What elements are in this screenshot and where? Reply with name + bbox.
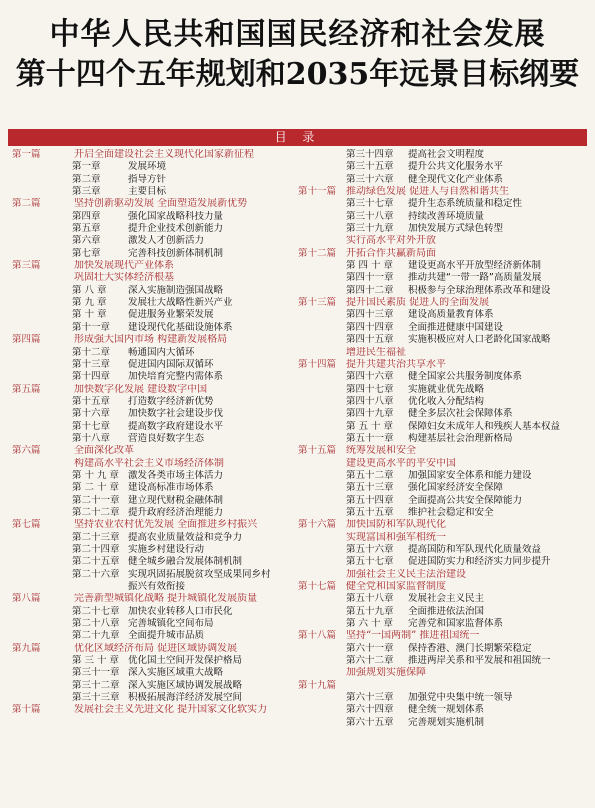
part-number: 第一篇: [12, 149, 41, 160]
toc-chapter-entry: [298, 161, 580, 173]
chapter-title: 加强国家安全体系和能力建设: [408, 469, 532, 481]
part-number: 第十八篇: [298, 630, 337, 642]
chapter-title: 指导方针: [128, 173, 167, 185]
chapter-title: 深入实施制造强国战略: [128, 284, 224, 296]
toc-chapter-entry: [12, 421, 294, 433]
toc-chapter-entry: [12, 569, 294, 581]
chapter-number: 第四十二章: [346, 284, 394, 296]
chapter-number: 第五十二章: [346, 469, 394, 481]
chapter-number: 第十一章: [72, 321, 111, 333]
chapter-number: 第三十一章: [72, 667, 120, 679]
chapter-title: 健全现代文化产业体系: [408, 173, 504, 185]
chapter-number: 第十四章: [72, 371, 111, 383]
part-number: 第三篇: [12, 260, 41, 272]
chapter-title: 完善科技创新体制机制: [128, 247, 224, 259]
chapter-number: 第 十 九 章: [72, 469, 120, 481]
chapter-title: 发展壮大战略性新兴产业: [128, 297, 233, 309]
toc-part-entry: [12, 198, 294, 210]
toc-chapter-entry: [298, 396, 580, 408]
part-title: 提升国民素质 促进人的全面发展: [346, 297, 490, 309]
chapter-number: 第二十四章: [72, 544, 120, 555]
chapter-number: 第四十五章: [346, 334, 394, 346]
chapter-number: 第五十八章: [346, 593, 394, 605]
chapter-number: 第 六 十 章: [346, 618, 394, 630]
part-number: 第六篇: [12, 445, 41, 457]
chapter-number: 第五十六章: [346, 544, 394, 555]
toc-chapter-entry: [12, 297, 294, 309]
chapter-number: 第十五章: [72, 395, 111, 407]
toc-part-entry: [298, 458, 580, 470]
toc-part-entry: [298, 581, 580, 593]
toc-part-entry: [12, 334, 294, 346]
chapter-title: 提升公共文化服务水平: [408, 161, 504, 173]
chapter-number: 第五十七章: [346, 556, 394, 568]
chapter-number: 第三十三章: [72, 692, 120, 704]
toc-chapter-entry: [298, 606, 580, 618]
chapter-number: 第三十七章: [346, 198, 394, 210]
chapter-title: 实施乡村建设行动: [128, 544, 205, 555]
toc-part-entry: [12, 384, 294, 396]
chapter-title: 加快培育完整内需体系: [128, 371, 224, 383]
chapter-number: 第 十 章: [72, 309, 107, 321]
toc-chapter-entry: [12, 285, 294, 297]
chapter-number: 第 四 十 章: [346, 260, 394, 272]
toc-chapter-entry: [12, 581, 294, 593]
chapter-number: 第四十六章: [346, 371, 394, 383]
chapter-title: 加强党中央集中统一领导: [408, 692, 513, 704]
chapter-title: 强化国家战略科技力量: [128, 210, 224, 222]
chapter-title: 建立现代财税金融体制: [128, 494, 224, 506]
chapter-title: 健全城乡融合发展体制机制: [128, 556, 243, 568]
toc-part-entry: [12, 149, 294, 161]
toc-chapter-entry: [298, 556, 580, 568]
toc-chapter-entry: [12, 186, 294, 198]
chapter-number: 第二章: [72, 173, 101, 185]
chapter-title: 提升企业技术创新能力: [128, 223, 224, 235]
toc-chapter-entry: [12, 248, 294, 260]
chapter-title: 维护社会稳定和安全: [408, 506, 494, 518]
toc-chapter-entry: [298, 433, 580, 445]
chapter-title: 推进两岸关系和平发展和祖国统一: [408, 655, 551, 667]
toc-part-entry: [12, 260, 294, 272]
part-title: 巩固壮大实体经济根基: [74, 272, 174, 284]
chapter-title: 强化国家经济安全保障: [408, 482, 504, 494]
chapter-number: 第六十四章: [346, 704, 394, 716]
chapter-number: 第五十九章: [346, 605, 394, 617]
chapter-title: 激发人才创新活力: [128, 235, 205, 247]
part-number: 第十九篇: [298, 679, 337, 691]
part-number: 第九篇: [12, 642, 41, 654]
part-title: 实行高水平对外开放: [346, 235, 436, 247]
chapter-title: 完善规划实施机制: [408, 716, 485, 728]
chapter-number: 第三十四章: [346, 149, 394, 160]
toc-banner: 目 录: [8, 129, 587, 146]
toc-chapter-entry: [12, 470, 294, 482]
part-title: 加快国防和军队现代化: [346, 519, 446, 531]
chapter-number: 第四十四章: [346, 321, 394, 333]
chapter-title: 健全国家公共服务制度体系: [408, 371, 523, 383]
chapter-title: 完善城镇化空间布局: [128, 618, 214, 630]
chapter-number: 第五十三章: [346, 482, 394, 494]
chapter-number: 第 八 章: [72, 284, 107, 296]
toc-chapter-entry: [298, 470, 580, 482]
chapter-title: 全面推进依法治国: [408, 605, 485, 617]
part-number: 第十二篇: [298, 247, 337, 259]
chapter-number: 第 三 十 章: [72, 655, 120, 667]
part-number: 第二篇: [12, 198, 41, 210]
toc-part-entry: [298, 347, 580, 359]
chapter-title: 积极参与全球治理体系改革和建设: [408, 284, 551, 296]
chapter-title: 打造数字经济新优势: [128, 395, 214, 407]
chapter-title: 实施就业优先战略: [408, 383, 485, 395]
toc-right-column: [298, 149, 580, 729]
toc-part-entry: [298, 680, 580, 692]
chapter-title: 主要目标: [128, 186, 167, 198]
chapter-number: 第 九 章: [72, 297, 107, 309]
part-number: 第七篇: [12, 519, 41, 531]
chapter-number: 第十二章: [72, 346, 111, 358]
chapter-number: 第 五 十 章: [346, 420, 394, 432]
chapter-title: 推动共建“一带一路”高质量发展: [408, 272, 542, 284]
toc-chapter-entry: [12, 606, 294, 618]
part-number: 第十三篇: [298, 297, 337, 309]
chapter-number: 第三十六章: [346, 173, 394, 185]
chapter-title: 全面提升城市品质: [128, 630, 205, 642]
toc-chapter-entry: [12, 359, 294, 371]
toc-part-entry: [12, 519, 294, 531]
chapter-title: 保障妇女未成年人和残疾人基本权益: [408, 420, 561, 432]
toc-chapter-entry: [298, 322, 580, 334]
toc-chapter-entry: [298, 309, 580, 321]
chapter-title: 提高国防和军队现代化质量效益: [408, 544, 542, 555]
part-title: 实现富国和强军相统一: [346, 531, 446, 543]
chapter-number: 第二十五章: [72, 556, 120, 568]
toc-chapter-entry: [298, 371, 580, 383]
toc-chapter-entry: [298, 593, 580, 605]
toc-chapter-entry: [12, 174, 294, 186]
toc-part-entry: [298, 519, 580, 531]
chapter-title: 提高农业质量效益和竞争力: [128, 531, 243, 543]
toc-chapter-entry: [298, 408, 580, 420]
toc-chapter-entry: [298, 223, 580, 235]
toc-part-entry: [298, 297, 580, 309]
toc-chapter-entry: [298, 643, 580, 655]
toc-chapter-entry: [12, 396, 294, 408]
toc-chapter-entry: [12, 371, 294, 383]
chapter-title: 发展环境: [128, 161, 167, 173]
toc-chapter-entry: [12, 322, 294, 334]
chapter-title: 优化收入分配结构: [408, 395, 485, 407]
part-title: 加快发展现代产业体系: [74, 260, 174, 272]
chapter-number: 第四十七章: [346, 383, 394, 395]
part-title: 加强规划实施保障: [346, 667, 426, 679]
chapter-number: 第二十三章: [72, 531, 120, 543]
part-title: 健全党和国家监督制度: [346, 581, 446, 593]
toc-part-entry: [298, 569, 580, 581]
chapter-title: 畅通国内大循环: [128, 346, 195, 358]
toc-chapter-entry: [12, 655, 294, 667]
toc-chapter-entry: [12, 223, 294, 235]
chapter-number: 第四十九章: [346, 408, 394, 420]
chapter-title: 提高数字政府建设水平: [128, 420, 224, 432]
chapter-title: 建设现代化基础设施体系: [128, 321, 233, 333]
toc-part-entry: [298, 630, 580, 642]
toc-part-entry: [298, 445, 580, 457]
chapter-number: 第二十一章: [72, 494, 120, 506]
part-title: 提升共建共治共享水平: [346, 358, 446, 370]
toc-chapter-entry: [12, 408, 294, 420]
toc-part-entry: [12, 593, 294, 605]
chapter-title: 加快农业转移人口市民化: [128, 605, 233, 617]
chapter-number: 第六十一章: [346, 642, 394, 654]
toc-part-entry: [298, 235, 580, 247]
chapter-title: 深入实施区域重大战略: [128, 667, 224, 679]
toc-part-entry: [298, 248, 580, 260]
part-number: 第五篇: [12, 383, 41, 395]
part-number: 第四篇: [12, 334, 41, 346]
chapter-title: 完善党和国家监督体系: [408, 618, 504, 630]
toc-part-entry: [12, 458, 294, 470]
chapter-title: 建设更高水平开放型经济新体制: [408, 260, 542, 272]
toc-chapter-entry: [298, 260, 580, 272]
chapter-title: 加快数字社会建设步伐: [128, 408, 224, 420]
toc-chapter-entry: [298, 482, 580, 494]
toc-chapter-entry: [298, 334, 580, 346]
chapter-title: 发展社会主义民主: [408, 593, 485, 605]
chapter-title: 优化国土空间开发保护格局: [128, 655, 243, 667]
chapter-number: 第一章: [72, 161, 101, 173]
chapter-number: 第二十九章: [72, 630, 120, 642]
part-title: 构建高水平社会主义市场经济体制: [74, 457, 224, 469]
chapter-number: 第二十六章: [72, 568, 120, 580]
chapter-number: 第四十三章: [346, 309, 394, 321]
chapter-number: 第二十八章: [72, 618, 120, 630]
chapter-number: 第十八章: [72, 432, 111, 444]
chapter-number: 第四十一章: [346, 272, 394, 284]
toc-chapter-entry: [298, 655, 580, 667]
toc-part-entry: [12, 643, 294, 655]
chapter-title: 振兴有效衔接: [128, 581, 186, 593]
chapter-title: 提升政府经济治理能力: [128, 506, 224, 518]
toc-chapter-entry: [298, 198, 580, 210]
chapter-number: 第十六章: [72, 408, 111, 420]
chapter-number: 第四章: [72, 210, 101, 222]
part-title: 统筹发展和安全: [346, 445, 416, 457]
chapter-title: 持续改善环境质量: [408, 210, 485, 222]
toc-chapter-entry: [12, 235, 294, 247]
toc-chapter-entry: [12, 556, 294, 568]
toc-chapter-entry: [12, 161, 294, 173]
chapter-title: 保持香港、澳门长期繁荣稳定: [408, 642, 532, 654]
toc-chapter-entry: [298, 495, 580, 507]
chapter-title: 提升生态系统质量和稳定性: [408, 198, 523, 210]
document-title-line2: 第十四个五年规划和2035年远景目标纲要: [15, 57, 580, 92]
chapter-number: 第三十五章: [346, 161, 394, 173]
toc-chapter-entry: [298, 149, 580, 161]
document-title-line1: 中华人民共和国国民经济和社会发展: [49, 17, 546, 52]
chapter-title: 健全统一规划体系: [408, 704, 485, 716]
chapter-title: 深入实施区域协调发展战略: [128, 679, 243, 691]
chapter-title: 加快发展方式绿色转型: [408, 223, 504, 235]
toc-chapter-entry: [12, 618, 294, 630]
chapter-number: 第三十八章: [346, 210, 394, 222]
chapter-number: 第三章: [72, 186, 101, 198]
toc-chapter-entry: [298, 174, 580, 186]
part-title: 建设更高水平的平安中国: [346, 457, 456, 469]
part-number: 第十五篇: [298, 445, 337, 457]
toc-chapter-entry: [298, 421, 580, 433]
chapter-title: 全面提高公共安全保障能力: [408, 494, 523, 506]
part-title: 开启全面建设社会主义现代化国家新征程: [74, 149, 254, 160]
toc-part-entry: [12, 704, 294, 716]
part-title: 发展社会主义先进文化 提升国家文化软实力: [74, 704, 268, 716]
part-title: 增进民生福祉: [346, 346, 406, 358]
chapter-title: 营造良好数字生态: [128, 432, 205, 444]
chapter-title: 激发各类市场主体活力: [128, 469, 224, 481]
chapter-number: 第五章: [72, 223, 101, 235]
part-title: 完善新型城镇化战略 提升城镇化发展质量: [74, 593, 258, 605]
toc-part-entry: [12, 445, 294, 457]
chapter-number: 第十三章: [72, 358, 111, 370]
part-title: 加强社会主义民主法治建设: [346, 568, 466, 580]
chapter-title: 健全多层次社会保障体系: [408, 408, 513, 420]
chapter-title: 积极拓展海洋经济发展空间: [128, 692, 243, 704]
part-number: 第十六篇: [298, 519, 337, 531]
toc-chapter-entry: [298, 544, 580, 556]
toc-chapter-entry: [12, 680, 294, 692]
toc-chapter-entry: [298, 704, 580, 716]
chapter-number: 第 二 十 章: [72, 482, 120, 494]
toc-left-column: [12, 149, 294, 717]
part-number: 第十篇: [12, 704, 41, 716]
toc-chapter-entry: [12, 532, 294, 544]
part-title: 开拓合作共赢新局面: [346, 247, 436, 259]
toc-chapter-entry: [298, 507, 580, 519]
part-number: 第十四篇: [298, 358, 337, 370]
toc-chapter-entry: [298, 618, 580, 630]
part-title: 形成强大国内市场 构建新发展格局: [74, 334, 228, 346]
toc-chapter-entry: [12, 630, 294, 642]
chapter-title: 建设高标准市场体系: [128, 482, 214, 494]
chapter-number: 第六十二章: [346, 655, 394, 667]
toc-chapter-entry: [12, 482, 294, 494]
chapter-title: 全面推进健康中国建设: [408, 321, 504, 333]
part-number: 第八篇: [12, 593, 41, 605]
chapter-number: 第六章: [72, 235, 101, 247]
chapter-number: 第五十五章: [346, 506, 394, 518]
chapter-title: 提高社会文明程度: [408, 149, 485, 160]
toc-chapter-entry: [298, 211, 580, 223]
toc-chapter-entry: [12, 667, 294, 679]
toc-chapter-entry: [298, 285, 580, 297]
part-title: 加快数字化发展 建设数字中国: [74, 383, 208, 395]
toc-part-entry: [298, 532, 580, 544]
chapter-number: 第三十九章: [346, 223, 394, 235]
toc-chapter-entry: [298, 272, 580, 284]
chapter-number: 第十七章: [72, 420, 111, 432]
toc-part-entry: [12, 272, 294, 284]
toc-chapter-entry: [298, 692, 580, 704]
chapter-number: 第四十八章: [346, 395, 394, 407]
toc-chapter-entry: [12, 309, 294, 321]
chapter-number: 第六十三章: [346, 692, 394, 704]
toc-part-entry: [298, 359, 580, 371]
chapter-number: 第六十五章: [346, 716, 394, 728]
toc-chapter-entry: [12, 495, 294, 507]
chapter-title: 促进国内国际双循环: [128, 358, 214, 370]
toc-chapter-entry: [12, 692, 294, 704]
chapter-number: 第七章: [72, 247, 101, 259]
toc-chapter-entry: [298, 717, 580, 729]
chapter-number: 第三十二章: [72, 679, 120, 691]
chapter-number: 第二十二章: [72, 506, 120, 518]
part-title: 坚持农业农村优先发展 全面推进乡村振兴: [74, 519, 258, 531]
part-title: 优化区域经济布局 促进区域协调发展: [74, 642, 238, 654]
chapter-title: 建设高质量教育体系: [408, 309, 494, 321]
toc-chapter-entry: [12, 433, 294, 445]
part-title: 坚持创新驱动发展 全面塑造发展新优势: [74, 198, 248, 210]
chapter-title: 促进服务业繁荣发展: [128, 309, 214, 321]
chapter-number: 第五十一章: [346, 432, 394, 444]
toc-chapter-entry: [298, 384, 580, 396]
toc-chapter-entry: [12, 347, 294, 359]
chapter-title: 促进国防实力和经济实力同步提升: [408, 556, 551, 568]
chapter-title: 实施积极应对人口老龄化国家战略: [408, 334, 551, 346]
chapter-number: 第五十四章: [346, 494, 394, 506]
toc-chapter-entry: [12, 507, 294, 519]
chapter-title: 实现巩固拓展脱贫攻坚成果同乡村: [128, 568, 271, 580]
toc-part-entry: [298, 667, 580, 679]
chapter-title: 构建基层社会治理新格局: [408, 432, 513, 444]
part-title: 推动绿色发展 促进人与自然和谐共生: [346, 186, 510, 198]
toc-part-entry: [298, 186, 580, 198]
part-number: 第十七篇: [298, 581, 337, 593]
part-title: 坚持“一国两制” 推进祖国统一: [346, 630, 480, 642]
part-number: 第十一篇: [298, 186, 337, 198]
part-title: 全面深化改革: [74, 445, 134, 457]
toc-chapter-entry: [12, 544, 294, 556]
chapter-number: 第二十七章: [72, 605, 120, 617]
toc-chapter-entry: [12, 211, 294, 223]
